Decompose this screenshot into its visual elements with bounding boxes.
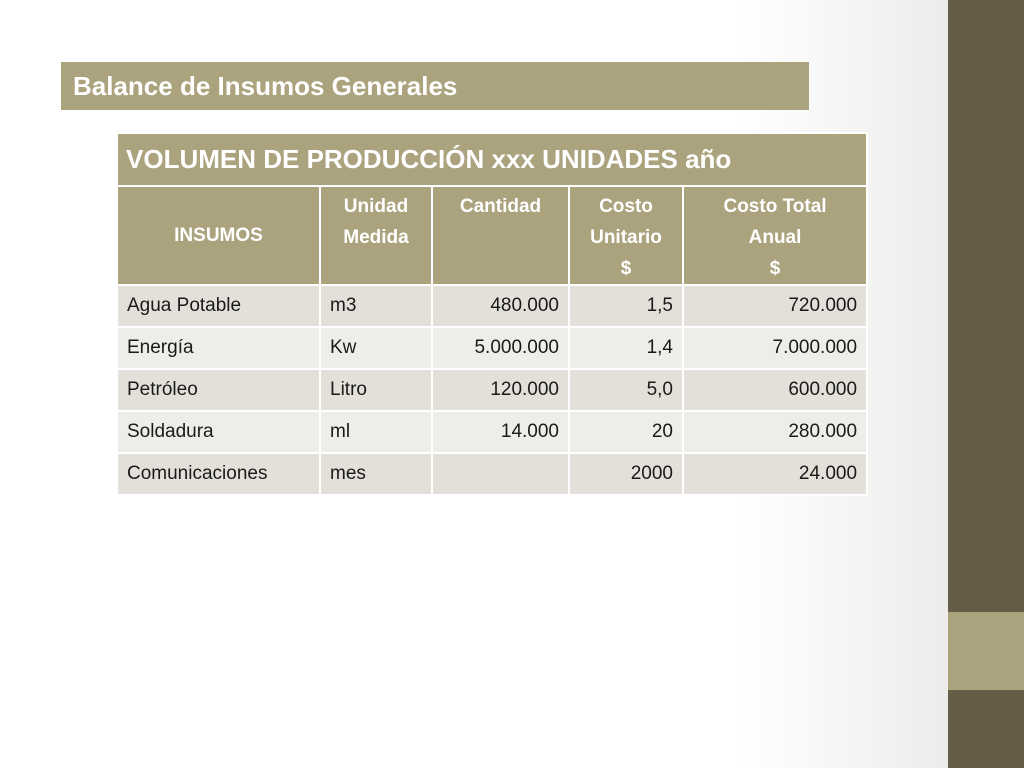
cell-cantidad: 120.000 — [432, 369, 569, 411]
cell-insumo: Energía — [117, 327, 320, 369]
sidebar-decoration-bottom — [948, 690, 1024, 768]
slide-title: Balance de Insumos Generales — [61, 62, 809, 110]
cell-cantidad: 480.000 — [432, 285, 569, 327]
cell-costo-total: 720.000 — [683, 285, 867, 327]
cell-costo-total: 7.000.000 — [683, 327, 867, 369]
table-row — [117, 327, 867, 369]
cell-insumo: Petróleo — [117, 369, 320, 411]
header-costo-total-anual — [683, 186, 867, 285]
cell-costo-unitario: 20 — [569, 411, 683, 453]
header-unidad-line-2: Medida — [343, 227, 409, 248]
cell-insumo: Soldadura — [117, 411, 320, 453]
header-costo-total-line-3: $ — [769, 258, 781, 279]
sidebar-decoration-middle — [948, 612, 1024, 690]
header-insumos — [117, 186, 320, 285]
header-costo-unitario-line-2: Unitario — [590, 227, 662, 248]
cell-unidad: ml — [320, 411, 432, 453]
header-costo-unitario-line-3: $ — [620, 258, 632, 279]
cell-insumo: Comunicaciones — [117, 453, 320, 495]
cell-cantidad — [432, 453, 569, 495]
cell-costo-total: 280.000 — [683, 411, 867, 453]
sidebar-decoration-top — [948, 0, 1024, 612]
cell-insumo: Agua Potable — [117, 285, 320, 327]
cell-costo-unitario: 5,0 — [569, 369, 683, 411]
insumos-table — [116, 132, 868, 496]
cell-cantidad: 5.000.000 — [432, 327, 569, 369]
cell-unidad: Litro — [320, 369, 432, 411]
header-unidad-line-1: Unidad — [343, 196, 409, 217]
table-row — [117, 369, 867, 411]
header-costo-total-line-2: Anual — [748, 227, 802, 248]
cell-unidad: m3 — [320, 285, 432, 327]
table-row — [117, 411, 867, 453]
cell-costo-unitario: 2000 — [569, 453, 683, 495]
table-row — [117, 285, 867, 327]
header-costo-unitario — [569, 186, 683, 285]
cell-costo-unitario: 1,5 — [569, 285, 683, 327]
header-costo-total-line-1: Costo Total — [723, 196, 827, 217]
table-title: VOLUMEN DE PRODUCCIÓN xxx UNIDADES año — [117, 133, 867, 186]
cell-cantidad: 14.000 — [432, 411, 569, 453]
header-insumos-label: INSUMOS — [174, 225, 263, 246]
header-cantidad — [432, 186, 569, 285]
table-header-row — [117, 186, 867, 285]
table-row — [117, 453, 867, 495]
cell-costo-total: 600.000 — [683, 369, 867, 411]
header-cantidad-label: Cantidad — [459, 196, 542, 217]
header-unidad-medida — [320, 186, 432, 285]
cell-unidad: Kw — [320, 327, 432, 369]
cell-costo-unitario: 1,4 — [569, 327, 683, 369]
cell-unidad: mes — [320, 453, 432, 495]
header-costo-unitario-line-1: Costo — [599, 196, 653, 217]
cell-costo-total: 24.000 — [683, 453, 867, 495]
